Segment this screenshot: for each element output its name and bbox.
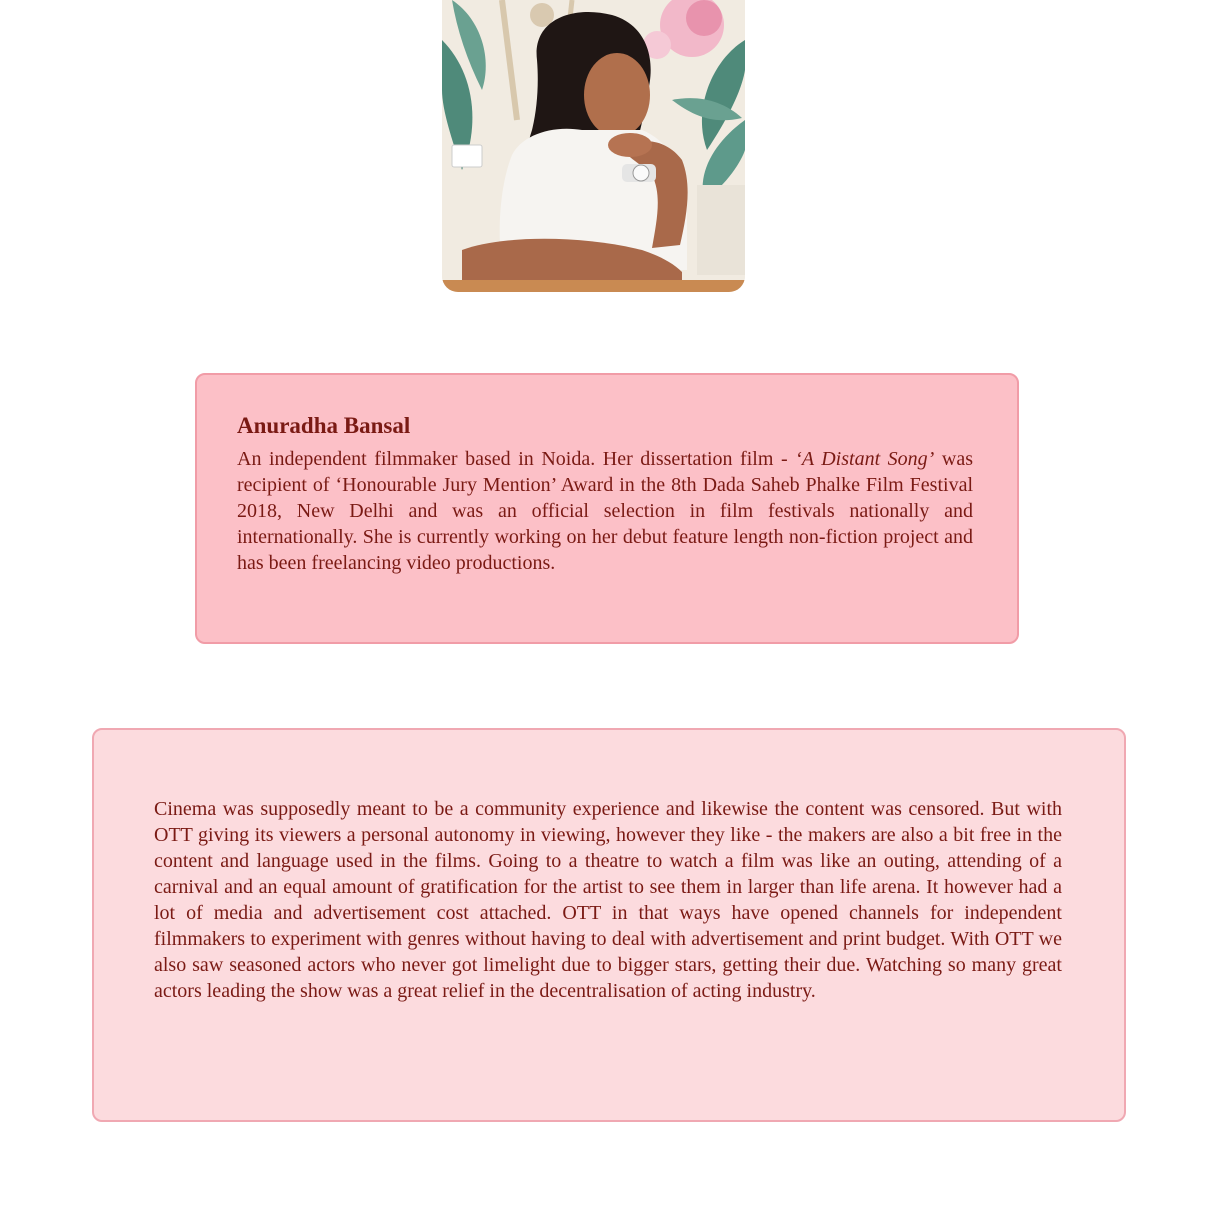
author-bio-text: [237, 446, 973, 576]
author-bio-card: [195, 373, 1019, 644]
essay-card: [92, 728, 1126, 1122]
bio-text-part-2: was recipient of ‘Honourable Jury Mention’ Award in the 8th Dada Saheb Phalke Film Festival 2018, New Delhi and was an official selection in film festivals nationally and internationally. She is currently working on her debut feature length non-fiction project and has been freelancing video productions.: [237, 448, 973, 574]
essay-text: Cinema was supposedly meant to be a community experience and likewise the content was censored. But with OTT giving its viewers a personal autonomy in viewing, however they like - the makers are also a bit free in the content and language used in the films. Going to a theatre to watch a film was like an outing, attending of a carnival and an equal amount of gratification for the artist to see them in larger than life arena. It however had a lot of media and advertisement cost attached. OTT in that ways have opened channels for independent filmmakers to experiment with genres without having to deal with advertisement and print budget. With OTT we also saw seasoned actors who never got limelight due to bigger stars, getting their due. Watching so many great actors leading the show was a great relief in the decentralisation of acting industry.: [154, 798, 1062, 1002]
film-title: ‘A Distant Song’: [795, 448, 935, 470]
author-name: Anuradha Bansal: [237, 413, 411, 438]
bio-text-part-1: An independent filmmaker based in Noida. Her dissertation film -: [237, 448, 796, 470]
profile-photo: [442, 0, 745, 292]
portrait-illustration: [442, 0, 745, 292]
